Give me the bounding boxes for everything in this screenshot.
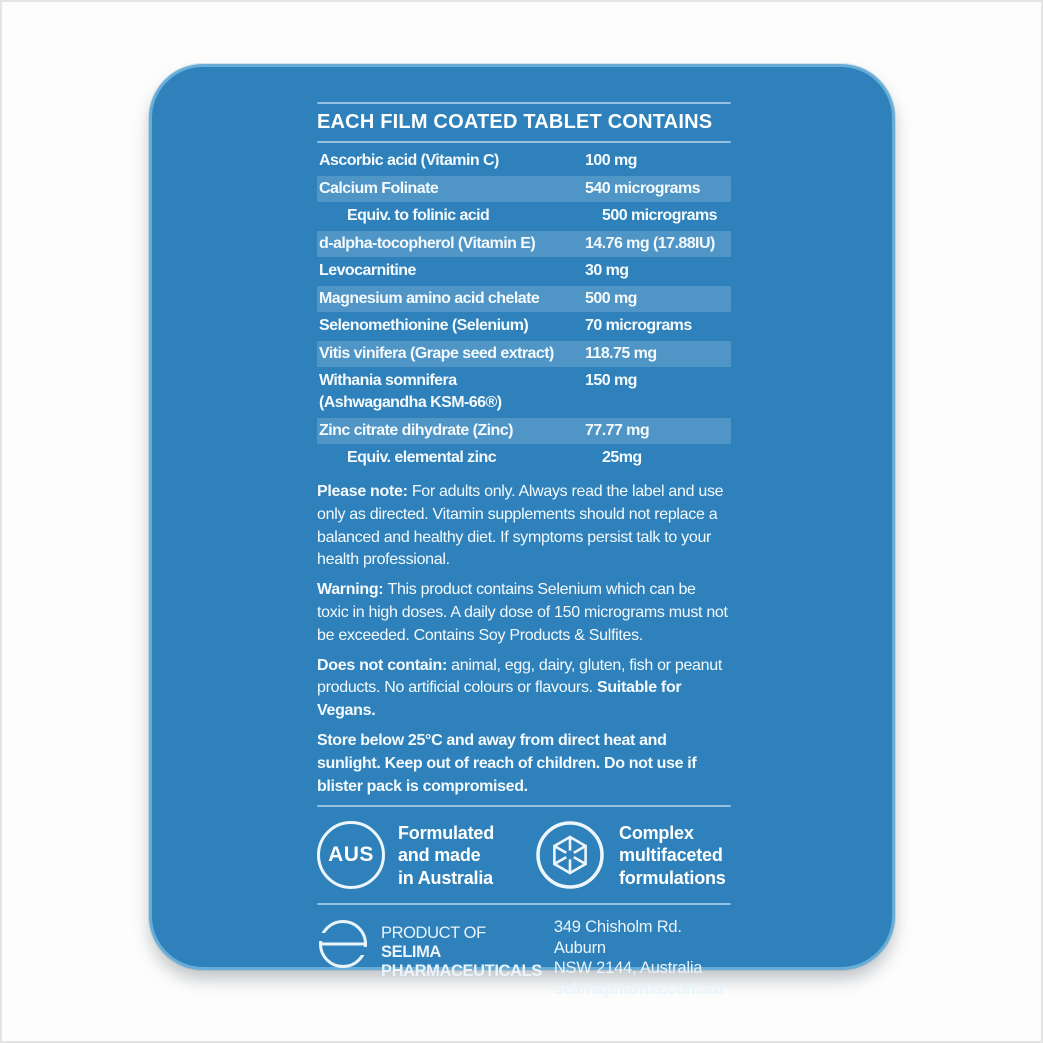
footer-row <box>317 917 731 999</box>
badge-text-line: formulations <box>619 867 726 888</box>
badge-text-line: Complex <box>619 822 694 843</box>
divider-above-badges <box>317 805 731 807</box>
address-line-1: 349 Chisholm Rd. Auburn <box>553 918 682 957</box>
panel-title: EACH FILM COATED TABLET CONTAINS <box>317 111 713 133</box>
ingredient-row <box>317 258 731 284</box>
please-note-paragraph <box>317 481 731 572</box>
does-not-contain-text: animal, egg, dairy, gluten, fish or peanut products. No artificial colours or flavours. <box>317 656 722 697</box>
supplement-label-panel <box>149 64 895 998</box>
badge-text-line: and made <box>398 845 481 866</box>
ingredient-name: Equiv. elemental zinc <box>347 449 497 466</box>
brand-prefix: PRODUCT OF <box>381 924 486 943</box>
address-block <box>554 917 731 999</box>
ingredient-name: Ascorbic acid (Vitamin C) <box>319 152 499 169</box>
ingredients-table <box>317 148 731 471</box>
ingredient-row <box>317 231 731 257</box>
brand-name: SELIMA <box>381 943 441 962</box>
suitable-for-vegans-text: Suitable for Vegans. <box>317 679 682 720</box>
ingredient-name: Levocarnitine <box>319 262 416 279</box>
ingredient-row <box>317 203 731 229</box>
ingredient-amount: 500 mg <box>585 289 637 307</box>
badge-text-line: multifaceted <box>619 845 723 866</box>
ingredient-name: Equiv. to folinic acid <box>347 207 490 224</box>
ingredient-amount: 500 micrograms <box>602 207 718 224</box>
please-note-text: For adults only. Always read the label and use only as directed. Vitamin supplements should not replace a balanced and healthy diet. If symptoms persist talk to your health professional. <box>317 483 724 569</box>
divider-top <box>317 102 731 104</box>
badge-made-in-australia <box>317 821 494 889</box>
ingredient-row <box>317 341 731 367</box>
ingredient-row <box>317 313 731 339</box>
hexagon-facets-icon <box>534 819 606 891</box>
badge-complex-formulations <box>534 819 726 891</box>
aus-circle-icon <box>317 821 385 889</box>
selima-logo-icon <box>317 918 369 970</box>
warning-paragraph <box>317 579 731 647</box>
warning-text: This product contains Selenium which can be toxic in high doses. A daily dose of 150 micrograms must not be exceeded. Contains Soy Products & Sulfites. <box>317 581 728 644</box>
does-not-contain-lead: Does not contain: <box>317 656 452 674</box>
badge-text-line: Formulated <box>398 822 495 843</box>
ingredient-amount: 25mg <box>602 449 642 466</box>
ingredient-amount: 150 mg <box>585 372 637 389</box>
storage-paragraph: Store below 25°C and away from direct heat and sunlight. Keep out of reach of children. Do not use if blister pack is compromised. <box>317 731 697 795</box>
ingredient-amount: 70 micrograms <box>585 317 692 334</box>
ingredient-row <box>317 148 731 174</box>
ingredient-name: Selenomethionine (Selenium) <box>319 317 529 334</box>
ingredient-name: Zinc citrate dihydrate (Zinc) <box>319 421 513 439</box>
ingredient-amount: 77.77 mg <box>585 421 650 439</box>
address-line-2: NSW 2144, Australia <box>553 959 703 978</box>
notes-section <box>317 481 731 798</box>
ingredient-row <box>317 445 731 471</box>
badges-row <box>317 819 731 891</box>
badge-made-in-australia-text <box>398 822 494 890</box>
ingredient-row <box>317 418 731 444</box>
ingredient-name: Vitis vinifera (Grape seed extract) <box>319 344 554 362</box>
ingredient-row <box>317 176 731 202</box>
ingredient-name: d-alpha-tocopherol (Vitamin E) <box>319 234 536 252</box>
ingredient-amount: 14.76 mg (17.88IU) <box>585 234 715 252</box>
ingredient-amount: 118.75 mg <box>585 344 657 362</box>
ingredient-amount: 540 micrograms <box>585 179 701 197</box>
ingredient-row <box>317 286 731 312</box>
badge-text-line: in Australia <box>398 867 493 888</box>
ingredient-amount: 100 mg <box>585 152 637 169</box>
warning-lead: Warning: <box>317 581 388 599</box>
ingredient-name: Calcium Folinate <box>319 179 439 197</box>
divider-under-title <box>317 141 731 143</box>
ingredient-row <box>317 368 731 416</box>
website-text: selimapharma.com.au <box>553 979 724 998</box>
brand-name-line2: PHARMACEUTICALS <box>381 962 542 981</box>
divider-above-footer <box>317 903 731 905</box>
does-not-contain-paragraph <box>317 655 731 723</box>
ingredient-name: Withania somnifera (Ashwagandha KSM-66®) <box>319 372 502 411</box>
badge-complex-formulations-text <box>619 822 726 890</box>
label-content-column <box>317 102 731 999</box>
ingredient-name: Magnesium amino acid chelate <box>319 289 540 307</box>
aus-circle-label: AUS <box>328 843 374 867</box>
brand-name-block <box>381 917 542 981</box>
please-note-lead: Please note: <box>317 483 412 500</box>
ingredient-amount: 30 mg <box>585 262 629 279</box>
